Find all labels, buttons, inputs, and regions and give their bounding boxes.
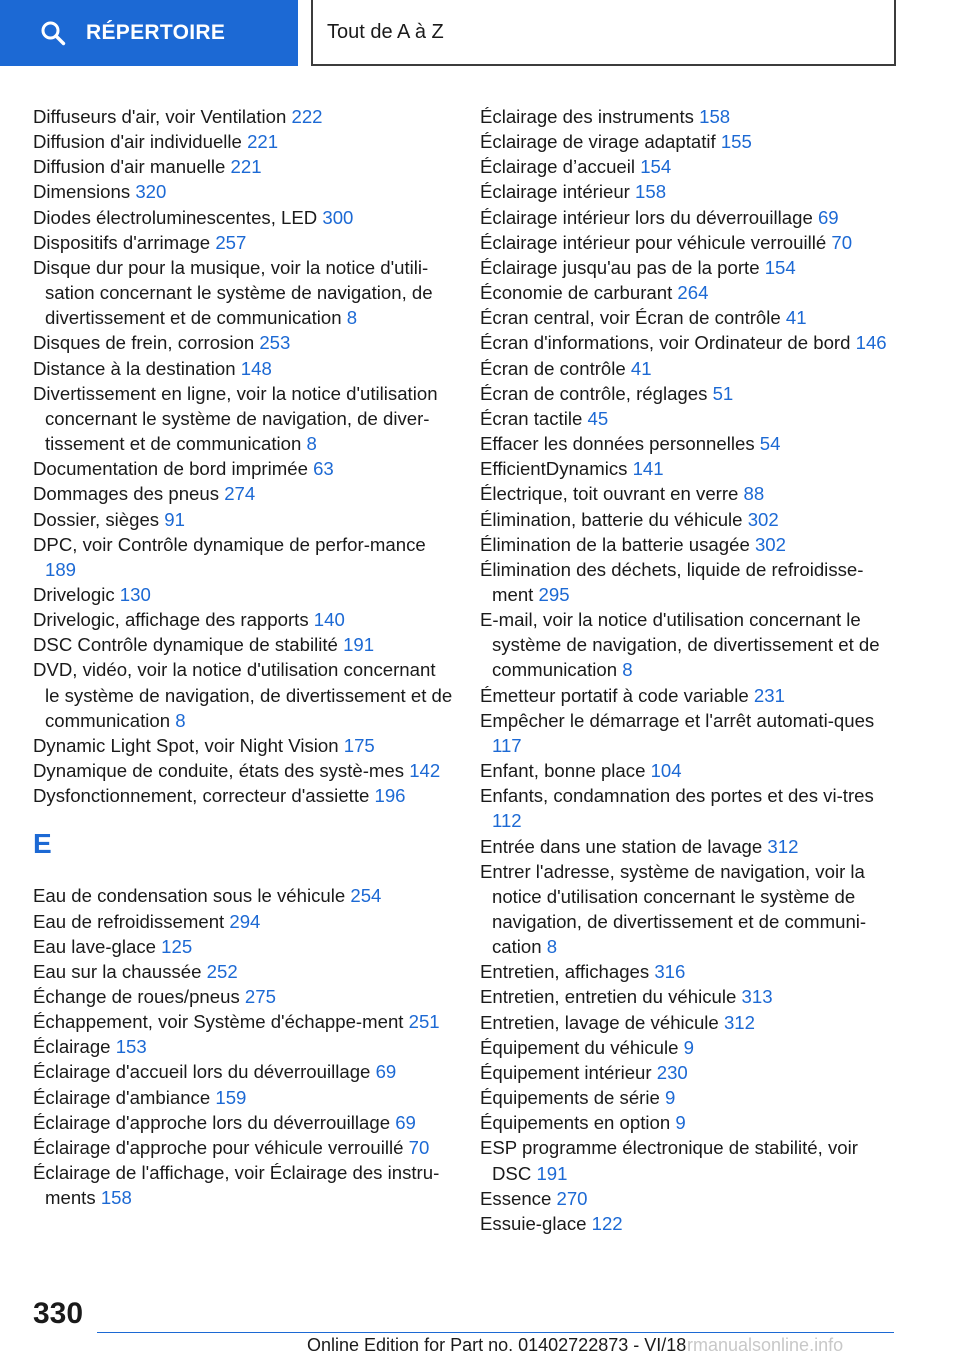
index-entry [480,280,900,305]
page-link[interactable]: 252 [206,960,238,982]
index-entry-text: Entrer l'adresse, système de navigation, voir la notice d'utilisation concernant le système de navigation, de divertissement et de communi‐cation [480,860,867,958]
index-entry-text: Équipement du véhicule [480,1036,684,1058]
page-link[interactable]: 191 [536,1162,568,1184]
tab-a-to-z[interactable] [311,0,896,66]
index-entry [480,1035,900,1060]
index-entry [33,381,453,456]
page-link[interactable]: 63 [313,458,334,480]
index-entry-text: Distance à la destination [33,357,241,379]
index-entry [480,1135,900,1185]
index-entry [33,255,453,330]
index-entry [480,406,900,431]
index-entry-text: Éclairage jusqu'au pas de la porte [480,256,765,278]
index-entry-text: Entrée dans une station de lavage [480,835,768,857]
index-entry-text: Drivelogic, affichage des rapports [33,609,314,631]
page-link[interactable]: 275 [244,986,276,1007]
edition-footer: Online Edition for Part no. 01402722873 - VI/18 [307,1335,687,1355]
page-link[interactable]: 154 [640,156,672,178]
index-entry [33,1110,453,1135]
index-entry-text: Entretien, lavage de véhicule [480,1011,724,1033]
page-link[interactable]: 158 [100,1187,132,1209]
index-entry-text: Dynamic Light Spot, voir Night Vision [33,734,344,756]
page-link[interactable]: 146 [855,332,887,354]
index-entry [480,456,900,481]
index-entry-text: Écran tactile [480,407,588,429]
tab-directory[interactable] [0,0,298,66]
index-entry-text: Équipements en option [480,1112,676,1134]
index-entry-text: Essence [480,1187,557,1209]
index-entry-text: Échappement, voir Système d'échappe‐ment [33,1011,409,1033]
index-entry-text: Éclairage intérieur lors du déverrouillage [480,206,818,228]
index-entry-text: Élimination de la batterie usagée [480,533,755,555]
page-link[interactable]: 8 [622,659,633,681]
page-link[interactable]: 130 [119,583,151,605]
page-link[interactable]: 70 [831,231,853,253]
index-entry [33,783,453,808]
index-entry-text: Éclairage intérieur pour véhicule verrouillé [480,231,832,253]
index-entry [33,179,453,204]
index-entry [480,1060,900,1085]
page-link[interactable]: 312 [723,1011,755,1033]
index-entry [480,305,900,330]
page-link[interactable]: 230 [656,1061,688,1083]
index-entry [33,205,453,230]
index-entry [480,431,900,456]
page-link[interactable]: 155 [720,131,752,153]
index-entry-text: Dossier, sièges [33,508,165,530]
page-link[interactable]: 302 [747,508,779,530]
index-entry-text: Échange de roues/pneus [33,986,245,1007]
index-entry-text: Disque dur pour la musique, voir la notice d'utili‐sation concernant le système de navigation, de divertissement et de communication [33,256,433,329]
index-entry-text: Documentation de bord imprimée [33,458,314,480]
page-number: 330 [33,1297,84,1330]
page-link[interactable]: 69 [375,1061,397,1083]
index-column-right [480,104,900,1236]
index-entry-text: Écran de contrôle [480,357,631,379]
index-entry [480,179,900,204]
page-link[interactable]: 221 [230,156,262,178]
page-link[interactable]: 112 [492,810,522,832]
index-entry [480,683,900,708]
index-entry [33,607,453,632]
index-entry-text: ESP programme électronique de stabilité, voir DSC [480,1137,858,1184]
index-entry [33,632,453,657]
page-link[interactable]: 254 [350,885,382,907]
index-entry [33,733,453,758]
index-entry-text: Éclairage d'accueil lors du déverrouillage [33,1061,376,1083]
index-entry [33,507,453,532]
page-link[interactable]: 8 [546,936,558,958]
index-entry-text: DVD, vidéo, voir la notice d'utilisation concernant le système de navigation, de divertissement et de communication [33,659,453,731]
index-entry-text: Diffusion d'air manuelle [33,156,231,178]
index-entry [33,758,453,783]
index-entry [33,1034,453,1059]
index-entry-text: Éclairage [33,1036,116,1058]
index-entry [33,1009,453,1034]
index-entry-text: Éclairage d'approche lors du déverrouillage [33,1111,396,1133]
index-entry [480,532,900,557]
index-entry [33,657,453,732]
index-entry [33,104,453,129]
index-entry-text: Enfants, condamnation des portes et des vi‐tres [480,785,874,807]
index-entry-text: Divertissement en ligne, voir la notice d'utilisation concernant le système de navigation, de diver‐tissement et de communication [33,382,438,455]
page-link[interactable]: 153 [115,1036,147,1058]
index-entry-text: Équipement intérieur [480,1061,657,1083]
index-entry-text: Éclairage intérieur [480,181,636,203]
index-entry [33,330,453,355]
index-entry [480,1010,900,1035]
index-entry [33,883,453,908]
page-link[interactable]: 313 [741,986,773,1008]
search-icon [40,20,66,46]
page-link[interactable]: 41 [630,357,652,379]
index-entry-text: Entretien, affichages [480,961,655,983]
index-entry [480,859,900,960]
index-entry-text: Entretien, entretien du véhicule [480,986,742,1008]
index-entry [33,1085,453,1110]
page-link[interactable]: 312 [767,835,799,857]
page-link[interactable]: 270 [556,1187,588,1209]
page-link[interactable]: 196 [374,785,406,807]
index-entry [33,934,453,959]
page-link[interactable]: 91 [164,508,185,530]
index-entry-text: Économie de carburant [480,282,678,304]
index-entry [480,1110,900,1135]
page-link[interactable]: 142 [409,760,441,782]
index-entry-text: Effacer les données personnelles [480,433,760,455]
index-entry [33,230,453,255]
page-link[interactable]: 51 [712,382,734,404]
index-entry-text: Disques de frein, corrosion [33,332,260,354]
index-entry-text: Émetteur portatif à code variable [480,684,754,706]
index-entry [33,1135,453,1160]
index-entry-text: Équipements de série [480,1087,666,1109]
section-letter: E [33,828,52,860]
index-entry [33,481,453,506]
index-entry-text: Électrique, toit ouvrant en verre [480,483,744,505]
page-link[interactable]: 69 [395,1111,416,1133]
page-link[interactable]: 251 [408,1011,440,1033]
index-entry [480,959,900,984]
index-entry-text: Diodes électroluminescentes, LED [33,206,323,228]
index-entry-text: Eau sur la chaussée [33,960,207,982]
index-entry [480,783,900,833]
index-entry [480,129,900,154]
page-link[interactable]: 45 [587,407,609,429]
index-entry [480,481,900,506]
index-entry-text: Dysfonctionnement, correcteur d'assiette [33,785,375,807]
page-link[interactable]: 320 [135,181,167,203]
index-entry [480,230,900,255]
page-link[interactable]: 300 [322,206,354,228]
tab-directory-label: RÉPERTOIRE [86,21,226,44]
index-entry [33,1059,453,1084]
page-link[interactable]: 302 [754,533,786,555]
page-link[interactable]: 222 [291,106,323,127]
index-entry [480,205,900,230]
index-entry [33,356,453,381]
top-tab-bar [0,0,960,66]
page-link[interactable]: 295 [538,583,570,605]
page-link[interactable]: 257 [215,231,247,253]
index-entry-text: Eau de condensation sous le véhicule [33,885,351,907]
index-entry [480,708,900,758]
page-link[interactable]: 69 [817,206,839,228]
index-entry [480,381,900,406]
page-link[interactable]: 175 [343,734,375,756]
index-entry-text: Empêcher le démarrage et l'arrêt automati‐ques [480,709,875,731]
index-entry [33,456,453,481]
page-link[interactable]: 231 [753,684,785,706]
index-entry-text: DPC, voir Contrôle dynamique de perfor‐mance [33,533,426,555]
index-entry-text: Éclairage d'ambiance [33,1086,216,1108]
page-link[interactable]: 148 [240,357,272,379]
tab-a-to-z-label: Tout de A à Z [327,20,444,43]
index-entry-text: Élimination, batterie du véhicule [480,508,748,530]
index-entry [480,1186,900,1211]
index-entry-text: Eau lave-glace [33,935,162,957]
index-entry [480,330,900,355]
index-entry [480,834,900,859]
index-entry-text: Essuie-glace [480,1212,592,1234]
page-link[interactable]: 189 [45,558,77,580]
index-entry [33,1160,453,1210]
index-entry-text: E-mail, voir la notice d'utilisation concernant le système de navigation, de divertissement et de communication [480,609,880,681]
index-entry [480,356,900,381]
index-entry-text: DSC Contrôle dynamique de stabilité [33,634,344,656]
page-link[interactable]: 8 [175,709,186,731]
index-entry [480,557,900,607]
index-entry [33,582,453,607]
index-entry [480,104,900,129]
page-link[interactable]: 316 [654,961,686,983]
page-link[interactable]: 154 [764,256,796,278]
index-entry [480,607,900,682]
index-entry-text: Dommages des pneus [33,483,225,505]
index-entry-text: Élimination des déchets, liquide de refroidisse‐ment [480,558,864,605]
index-entry-text: Écran central, voir Écran de contrôle [480,307,786,329]
page-link[interactable]: 221 [247,131,279,153]
index-entry-text: Éclairage de l'affichage, voir Éclairage des instru‐ments [33,1162,440,1209]
page-link[interactable]: 104 [650,760,682,782]
page-link[interactable]: 88 [743,483,765,505]
index-entry-text: Enfant, bonne place [480,760,651,782]
index-entry [480,507,900,532]
page-link[interactable]: 122 [591,1212,623,1234]
footer-divider [97,1332,894,1333]
watermark: rmanualsonline.info [687,1335,844,1355]
index-entry-text: Eau de refroidissement [33,910,230,932]
page-link[interactable]: 159 [215,1086,247,1108]
page-link[interactable]: 8 [306,433,317,455]
index-entry [480,1085,900,1110]
index-entry [33,909,453,934]
page-link[interactable]: 117 [492,734,522,756]
index-entry [33,129,453,154]
page-link[interactable]: 158 [635,181,667,203]
page-link[interactable]: 9 [665,1087,676,1109]
index-column-left [33,104,453,1210]
page-link[interactable]: 158 [699,106,731,127]
page-link[interactable]: 9 [675,1112,686,1134]
index-entry-text: Diffuseurs d'air, voir Ventilation [33,106,292,127]
index-entry [33,532,453,582]
page-link[interactable]: 294 [229,910,261,932]
index-entry [480,154,900,179]
page-link[interactable]: 70 [408,1136,430,1158]
page-link[interactable]: 253 [259,332,291,354]
index-entry [480,1211,900,1236]
index-entry-text: Diffusion d'air individuelle [33,131,248,153]
page-link[interactable]: 191 [343,634,375,656]
index-entry-text: EfficientDynamics [480,458,633,480]
page-link[interactable]: 274 [224,483,256,505]
index-entry-text: Dispositifs d'arrimage [33,231,216,253]
page-link[interactable]: 54 [759,433,781,455]
page-link[interactable]: 9 [683,1036,694,1058]
index-entry-text: Écran de contrôle, réglages [480,382,713,404]
page-link[interactable]: 264 [677,282,709,304]
index-entry-text: Dimensions [33,181,136,203]
page-link[interactable]: 141 [632,458,664,480]
page-link[interactable]: 8 [346,307,358,329]
index-entry [33,984,453,1009]
index-entry-text: Dynamique de conduite, états des systè‐mes [33,760,410,782]
index-entry-text: Écran d'informations, voir Ordinateur de bord [480,332,856,354]
index-entry-text: Éclairage de virage adaptatif [480,131,721,153]
index-entry-text: Éclairage des instruments [480,106,700,127]
index-entry [480,984,900,1009]
page-link[interactable]: 41 [785,307,807,329]
page-link[interactable]: 125 [161,935,193,957]
index-entry [480,255,900,280]
index-entry-text: Éclairage d’accueil [480,156,641,178]
index-entry [33,154,453,179]
index-entry-text: Éclairage d'approche pour véhicule verrouillé [33,1136,409,1158]
page-link[interactable]: 140 [313,609,345,631]
index-entry [480,758,900,783]
index-entry [33,959,453,984]
index-entry-text: Drivelogic [33,583,120,605]
